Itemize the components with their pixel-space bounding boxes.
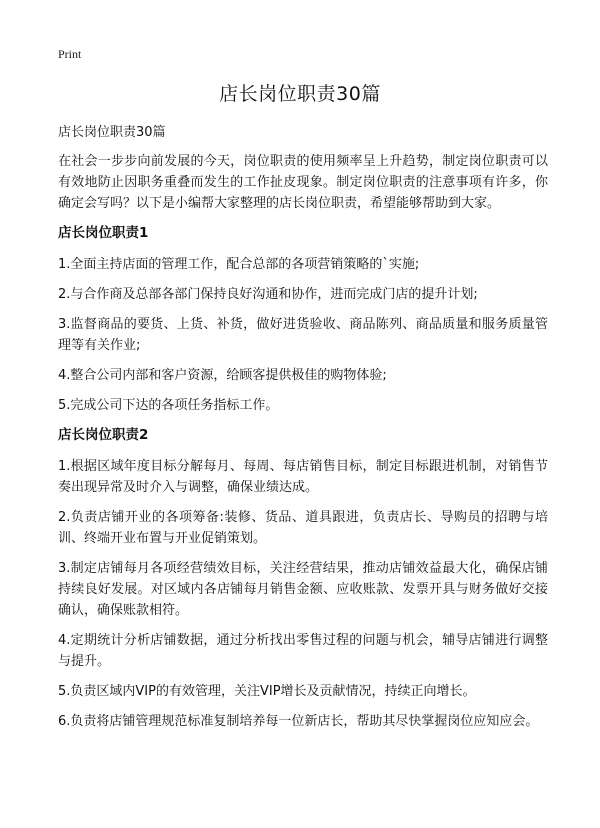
section-2-item-1: 1.根据区域年度目标分解每月、每周、每店销售目标，制定目标跟进机制，对销售节奏出现异常及时介入与调整，确保业绩达成。 — [58, 459, 548, 495]
document-subtitle: 店长岗位职责30篇 — [58, 125, 166, 140]
section-heading-2: 店长岗位职责2 — [58, 427, 149, 443]
section-2-item-6: 6.负责将店铺管理规范标准复制培养每一位新店长，帮助其尽快掌握岗位应知应会。 — [58, 714, 539, 729]
section-1-item-1: 1.全面主持店面的管理工作，配合总部的各项营销策略的`实施; — [58, 257, 420, 272]
document-title: 店长岗位职责30篇 — [219, 83, 381, 105]
section-2-item-5: 5.负责区域内VIP的有效管理，关注VIP增长及贡献情况，持续正向增长。 — [58, 684, 476, 699]
section-1-item-3: 3.监督商品的要货、上货、补货，做好进货验收、商品陈列、商品质量和服务质量管理等有关作业; — [58, 317, 548, 353]
section-1-item-4: 4.整合公司内部和客户资源，给顾客提供极佳的购物体验; — [58, 368, 387, 383]
print-label: Print — [58, 47, 82, 61]
section-1-item-2: 2.与合作商及总部各部门保持良好沟通和协作，进而完成门店的提升计划; — [58, 287, 478, 302]
section-heading-1: 店长岗位职责1 — [58, 225, 149, 241]
document-body — [58, 122, 548, 741]
section-2-item-3: 3.制定店铺每月各项经营绩效目标，关注经营结果，推动店铺效益最大化，确保店铺持续良好发展。对区域内各店铺每月销售金额、应收账款、发票开具与财务做好交接确认，确保账款相符。 — [58, 561, 548, 618]
section-2-item-2: 2.负责店铺开业的各项筹备:装修、货品、道具跟进，负责店长、导购员的招聘与培训、终端开业布置与开业促销策划。 — [58, 510, 548, 546]
section-1-item-5: 5.完成公司下达的各项任务指标工作。 — [58, 398, 279, 413]
intro-paragraph: 在社会一步步向前发展的今天，岗位职责的使用频率呈上升趋势，制定岗位职责可以有效地防止因职务重叠而发生的工作扯皮现象。制定岗位职责的注意事项有许多，你确定会写吗？以下是小编帮大家整理的店长岗位职责，希望能够帮助到大家。 — [58, 154, 548, 211]
section-2-item-4: 4.定期统计分析店铺数据，通过分析找出零售过程的问题与机会，辅导店铺进行调整与提升。 — [58, 633, 548, 669]
